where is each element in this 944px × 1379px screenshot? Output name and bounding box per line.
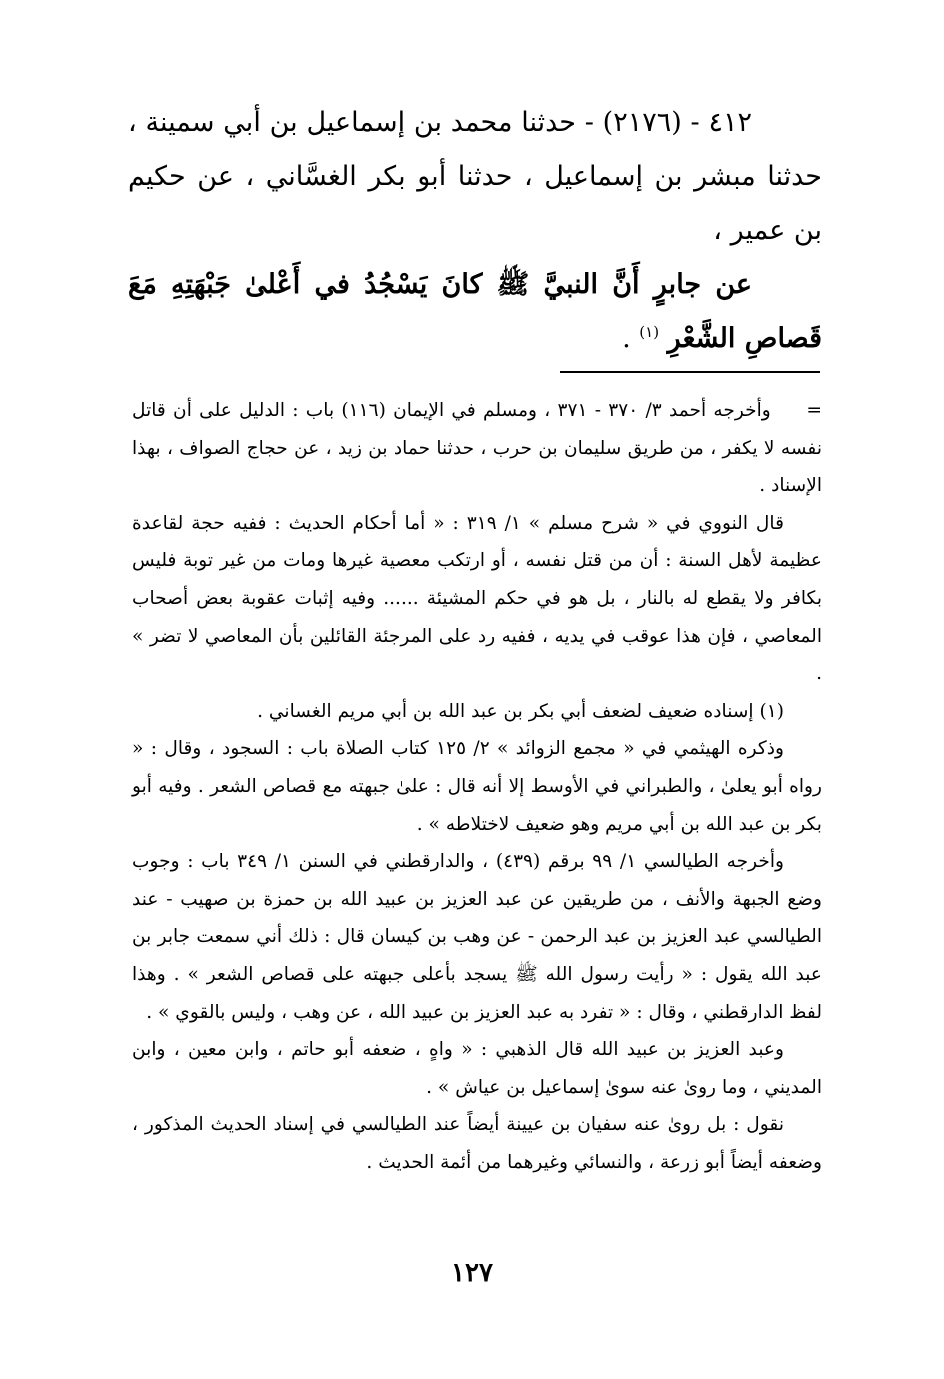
hadith-isnad: ٤١٢ - (٢١٧٦) - حدثنا محمد بن إسماعيل بن أبي سمينة ، حدثنا مبشر بن إسماعيل ، حدثنا أبو بكر الغسَّاني ، عن حكيم بن عمير ،: [128, 107, 822, 246]
footnote-paragraph: نقول : بل روىٰ عنه سفيان بن عيينة أيضاً عند الطيالسي في إسناد الحديث المذكور ، وضعفه أيضاً أبو زرعة ، والنسائي وغيرهما من أئمة الحديث .: [132, 1114, 822, 1173]
continuation-mark: =: [806, 400, 823, 421]
footnote-divider: [560, 371, 820, 373]
footnote-paragraph: وأخرجه الطيالسي ١/ ٩٩ برقم (٤٣٩) ، والدارقطني في السنن ١/ ٣٤٩ باب : وجوب وضع الجبهة والأنف ، من طريقين عن عبد العزيز بن عبيد الله بن حمزة بن صهيب - عند الطيالسي عبد العزيز بن عبد الرحمن - عن وهب بن كيسان قال : ذلك أني سمعت جابر بن عبد الله يقول : « رأيت رسول الله ﷺ يسجد بأعلى جبهته على قصاص الشعر » . وهذا لفظ الدارقطني ، وقال : « تفرد به عبد العزيز بن عبيد الله ، عن وهب ، وليس بالقوي » .: [132, 851, 822, 1023]
hadith-text: [128, 96, 822, 366]
footnote-text: وأخرجه أحمد ٣/ ٣٧٠ - ٣٧١ ، ومسلم في الإيمان (١١٦) باب : الدليل على أن قاتل نفسه لا يكفر ، من طريق سليمان بن حرب ، حدثنا حماد بن زيد ، عن حجاج الصواف ، بهذا الإسناد .: [132, 400, 822, 497]
footnotes: [132, 392, 822, 1181]
footnote-paragraph: (١) إسناده ضعيف لضعف أبي بكر بن عبد الله بن أبي مريم الغساني .: [257, 700, 784, 722]
hadith-matn: عن جابرٍ أَنَّ النبيَّ ﷺ كانَ يَسْجُدُ في أَعْلىٰ جَبْهَتِهِ مَعَ قَصاصِ الشَّعْرِ: [128, 269, 822, 354]
footnote-paragraph: وذكره الهيثمي في « مجمع الزوائد » ٢/ ١٢٥ كتاب الصلاة باب : السجود ، وقال : « رواه أبو يعلىٰ ، والطبراني في الأوسط إلا أنه قال : علىٰ جبهته مع قصاص الشعر . وفيه أبو بكر بن عبد الله بن أبي مريم وهو ضعيف لاختلاطه » .: [132, 738, 822, 835]
footnote-marker: (١): [639, 323, 660, 341]
footnote-paragraph: وعبد العزيز بن عبيد الله قال الذهبي : « واهٍ ، ضعفه أبو حاتم ، وابن معين ، وابن المديني ، وما روىٰ عنه سوىٰ إسماعيل بن عياش » .: [132, 1039, 822, 1098]
hadith-matn-paragraph: [128, 258, 822, 366]
footnote-paragraph: قال النووي في « شرح مسلم » ١/ ٣١٩ : « أما أحكام الحديث : ففيه حجة لقاعدة عظيمة لأهل السنة : أن من قتل نفسه ، أو ارتكب معصية غيرها ومات من غير توبة فليس بكافر ولا يقطع له بالنار ، بل هو في حكم المشيئة ...... وفيه إثبات عقوبة بعض أصحاب المعاصي ، فإن هذا عوقب في يديه ، ففيه رد على المرجئة القائلين بأن المعاصي لا تضر » .: [132, 512, 822, 685]
page-number: ١٢٧: [451, 1258, 493, 1288]
footnote-paragraph: [132, 392, 822, 505]
hadith-end: .: [622, 323, 640, 354]
